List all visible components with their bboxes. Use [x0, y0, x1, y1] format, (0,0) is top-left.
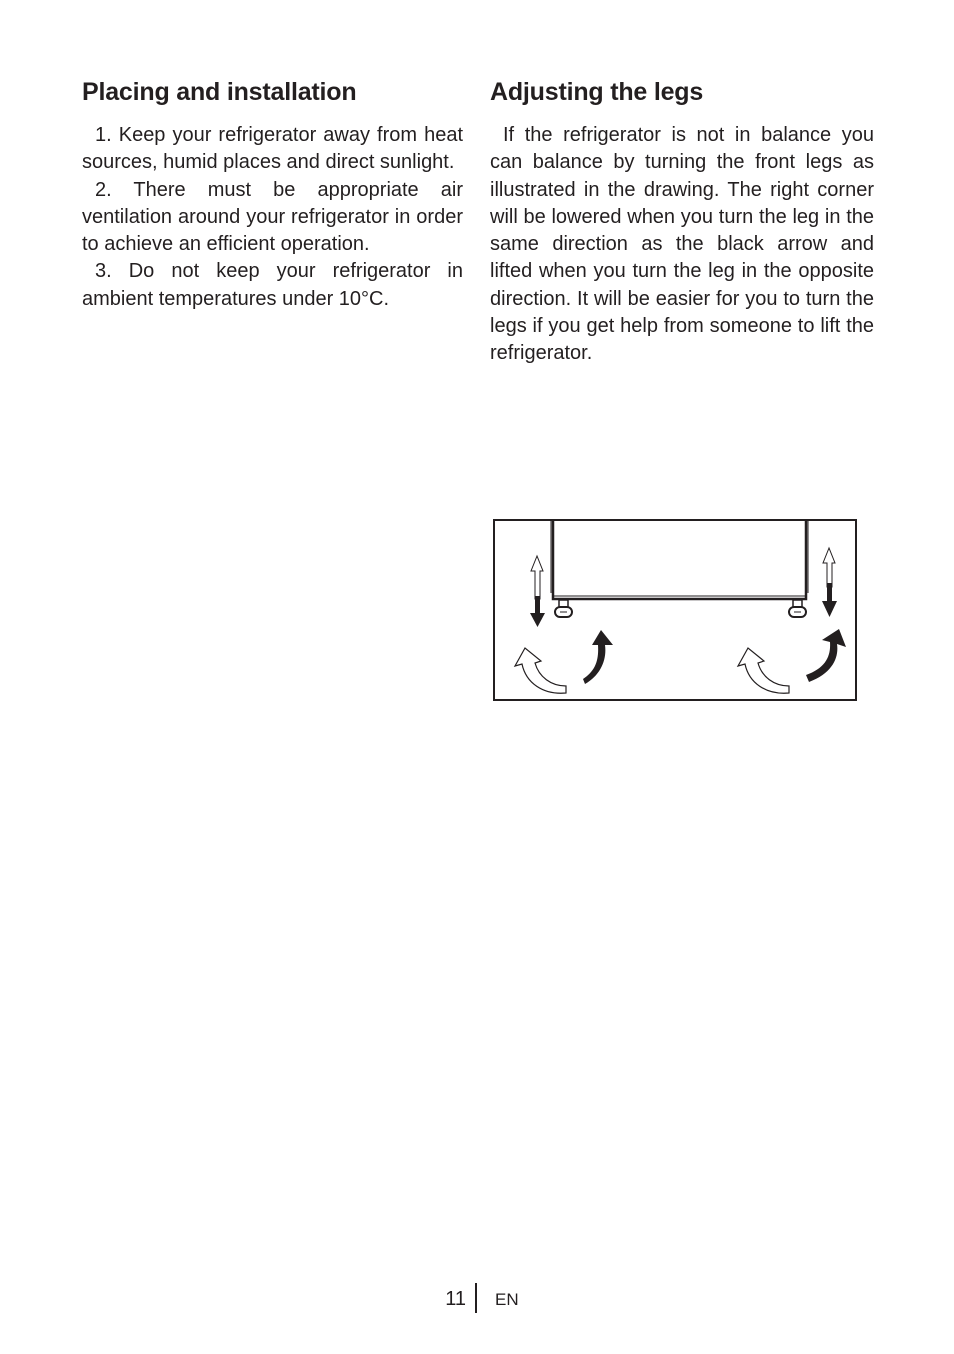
- left-rotate-black-arrow-icon: [583, 630, 613, 684]
- placing-item-3: 3. Do not keep your refrigerator in ambient temperatures under 10°C.: [82, 260, 463, 310]
- right-leg: [789, 600, 806, 617]
- placing-section: [82, 74, 463, 313]
- page-footer: [0, 1283, 954, 1315]
- left-leg: [555, 600, 572, 617]
- legs-section: [490, 74, 874, 368]
- placing-heading: Placing and installation: [82, 78, 357, 106]
- left-rotate-outline-arrow-icon: [515, 648, 566, 693]
- footer-divider: [475, 1283, 477, 1313]
- leg-adjustment-diagram: [493, 519, 857, 701]
- page-number: 11: [445, 1288, 466, 1310]
- right-rotate-black-arrow-icon: [806, 629, 846, 682]
- placing-item-1: 1. Keep your refrigerator away from heat sources, humid places and direct sunlight.: [82, 124, 463, 174]
- placing-item-2: 2. There must be appropriate air ventilation around your refrigerator in order to achieve an efficient operation.: [82, 178, 463, 256]
- legs-body: If the refrigerator is not in balance you can balance by turning the front legs as illustrated in the drawing. The right corner will be lowered when you turn the leg in the same direction as the black arrow and lifted when you turn the leg in the opposite direction. It will be easier for you to turn the legs if you get help from someone to lift the refrigerator.: [490, 124, 874, 365]
- refrigerator-outline: [551, 521, 808, 599]
- right-up-down-arrow-icon: [822, 548, 837, 617]
- left-up-down-arrow-icon: [530, 556, 545, 627]
- right-rotate-outline-arrow-icon: [738, 648, 789, 693]
- language-code: EN: [495, 1290, 519, 1309]
- legs-heading: Adjusting the legs: [490, 78, 704, 106]
